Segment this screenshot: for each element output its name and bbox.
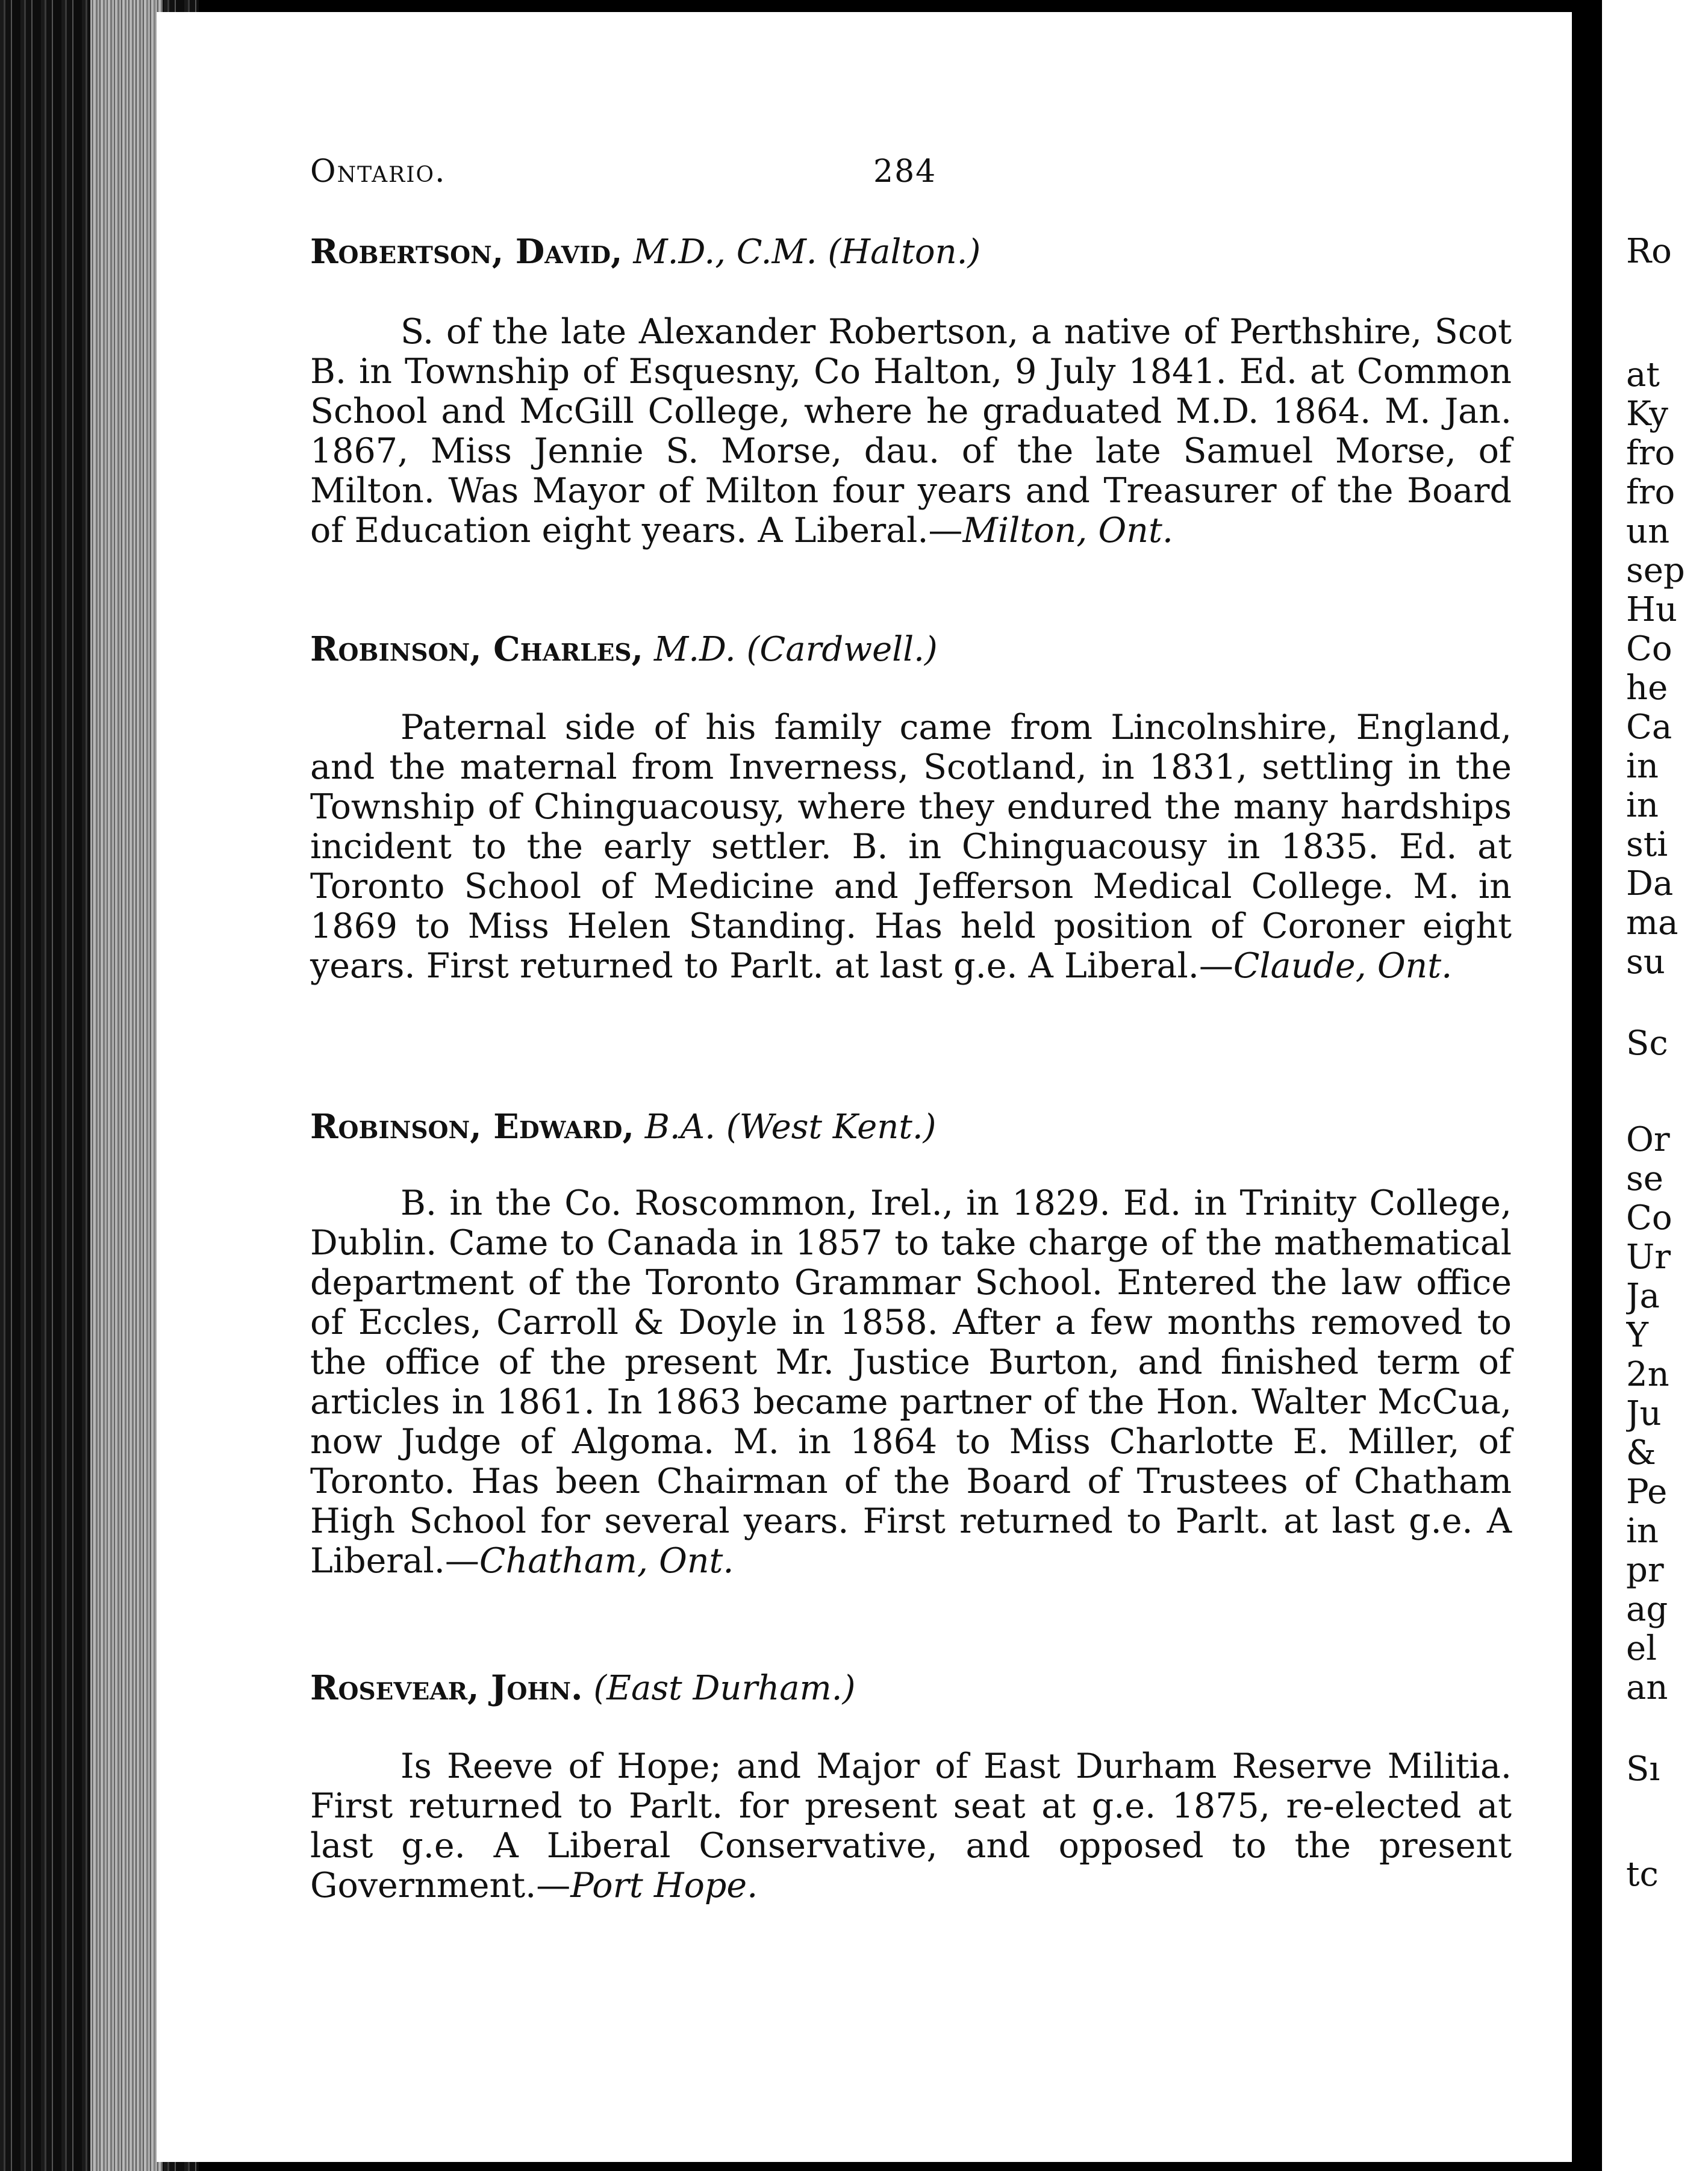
entry-address: Chatham, Ont. (479, 1541, 734, 1581)
entry-text: Paternal side of his family came from Lincolnshire, England, and the maternal from Inverness, Scotland, in 1831, settling in the Township of Chinguacousy, where they endured the many hardships incident to the early settler. B. in Chinguacousy in 1835. Ed. at Toronto School of Medicine and Jefferson Medical College. M. in 1869 to Miss Helen Standing. Has held position of Coroner eight years. First returned to Parlt. at last g.e. A Liberal.— (310, 708, 1512, 986)
facing-page-line-fragment: el (1626, 1629, 1657, 1668)
facing-page-line-fragment: fro (1626, 473, 1675, 512)
entry-heading (310, 629, 938, 669)
facing-page-line-fragment: an (1626, 1668, 1668, 1707)
entry-name: Robertson, David, (310, 232, 623, 272)
entry-name: Robinson, Charles, (310, 629, 644, 669)
facing-page-line-fragment: Co (1626, 1198, 1672, 1238)
facing-page-line-fragment: Sc (1626, 1024, 1668, 1063)
facing-page-line-fragment: at (1626, 355, 1660, 394)
facing-page-line-fragment: & (1626, 1433, 1656, 1472)
entry-text: S. of the late Alexander Robertson, a native of Perthshire, Scot B. in Township of Esquesny, Co Halton, 9 July 1841. Ed. at Common School and McGill College, where he graduated M.D. 1864. M. Jan. 1867, Miss Jennie S. Morse, dau. of the late Samuel Morse, of Milton. Was Mayor of Milton four years and Treasurer of the Board of Education eight years. A Liberal.— (310, 312, 1512, 550)
facing-page-line-fragment: fro (1626, 434, 1675, 473)
running-head-section: Ontario. (310, 154, 446, 190)
facing-page-line-fragment: Sı (1626, 1749, 1660, 1789)
entry-text: B. in the Co. Roscommon, Irel., in 1829. Ed. in Trinity College, Dublin. Came to Canada in 1857 to take charge of the mathematical department of the Toronto Grammar School. Entered the law office of Eccles, Carroll & Doyle in 1858. After a few months removed to the office of the present Mr. Justice Burton, and finished term of articles in 1861. In 1863 became partner of the Hon. Walter McCua, now Judge of Algoma. M. in 1864 to Miss Charlotte E. Miller, of Toronto. Has been Chairman of the Board of Trustees of Chatham High School for several years. First returned to Parlt. at last g.e. A Liberal.— (310, 1183, 1512, 1581)
facing-page-line-fragment: in (1626, 786, 1659, 825)
facing-page-line-fragment: tc (1626, 1855, 1659, 1894)
entry-name: Robinson, Edward, (310, 1107, 634, 1147)
entry-name: Rosevear, John. (310, 1668, 583, 1708)
facing-page-line-fragment: Ky (1626, 394, 1668, 434)
facing-page-line-fragment: Y (1626, 1316, 1648, 1355)
facing-page-line-fragment: ma (1626, 903, 1678, 942)
entry-address: Milton, Ont. (962, 511, 1173, 550)
entry-credentials: M.D., C.M. (633, 232, 817, 272)
facing-page-line-fragment: Ja (1626, 1277, 1660, 1316)
facing-page-line-fragment: Hu (1626, 590, 1677, 629)
entry-biography (310, 708, 1512, 986)
facing-page-line-fragment: Co (1626, 629, 1672, 668)
entry-credentials: M.D. (653, 630, 736, 669)
page-number: 284 (873, 154, 937, 190)
entry-address: Port Hope. (570, 1866, 758, 1905)
entry-credentials: B.A. (644, 1107, 715, 1147)
entry-heading (310, 1668, 855, 1708)
facing-page-line-fragment: sep (1626, 551, 1685, 590)
facing-page-line-fragment: Da (1626, 864, 1674, 903)
facing-page-line-fragment: Ur (1626, 1238, 1671, 1277)
entry-constituency: (Halton.) (828, 232, 981, 272)
entry-biography (310, 1746, 1512, 1905)
facing-page-line-fragment: in (1626, 1512, 1659, 1551)
facing-page-line-fragment: ag (1626, 1590, 1668, 1629)
facing-page-line-fragment: Pe (1626, 1472, 1668, 1512)
entry-text: Is Reeve of Hope; and Major of East Durham Reserve Militia. First returned to Parlt. for present seat at g.e. 1875, re-elected at last g.e. A Liberal Conservative, and opposed to the present Government.— (310, 1746, 1512, 1905)
facing-page-line-fragment: he (1626, 668, 1668, 708)
binding-edge-pages (90, 0, 163, 2171)
entry-heading (310, 1107, 937, 1147)
entry-biography (310, 312, 1512, 550)
entry-heading (310, 232, 980, 272)
facing-page-line-fragment: Ju (1626, 1394, 1662, 1433)
facing-page-sliver (1602, 0, 1708, 2171)
entry-constituency: (West Kent.) (726, 1107, 937, 1147)
facing-page-line-fragment: su (1626, 942, 1665, 982)
facing-page-line-fragment: sti (1626, 825, 1668, 864)
facing-page-line-fragment: se (1626, 1159, 1663, 1198)
entry-constituency: (Cardwell.) (746, 630, 938, 669)
entry-address: Claude, Ont. (1233, 946, 1453, 986)
facing-page-line-fragment: in (1626, 747, 1659, 786)
facing-page-line-fragment: Or (1626, 1120, 1670, 1159)
entry-biography (310, 1183, 1512, 1581)
facing-page-line-fragment: un (1626, 512, 1670, 551)
facing-page-line-fragment: 2n (1626, 1355, 1669, 1394)
facing-page-line-fragment: Ro (1626, 232, 1672, 271)
facing-page-line-fragment: pr (1626, 1551, 1664, 1590)
page-fold-shadow (1572, 0, 1602, 2171)
entry-constituency: (East Durham.) (593, 1669, 856, 1708)
facing-page-line-fragment: Ca (1626, 708, 1672, 747)
